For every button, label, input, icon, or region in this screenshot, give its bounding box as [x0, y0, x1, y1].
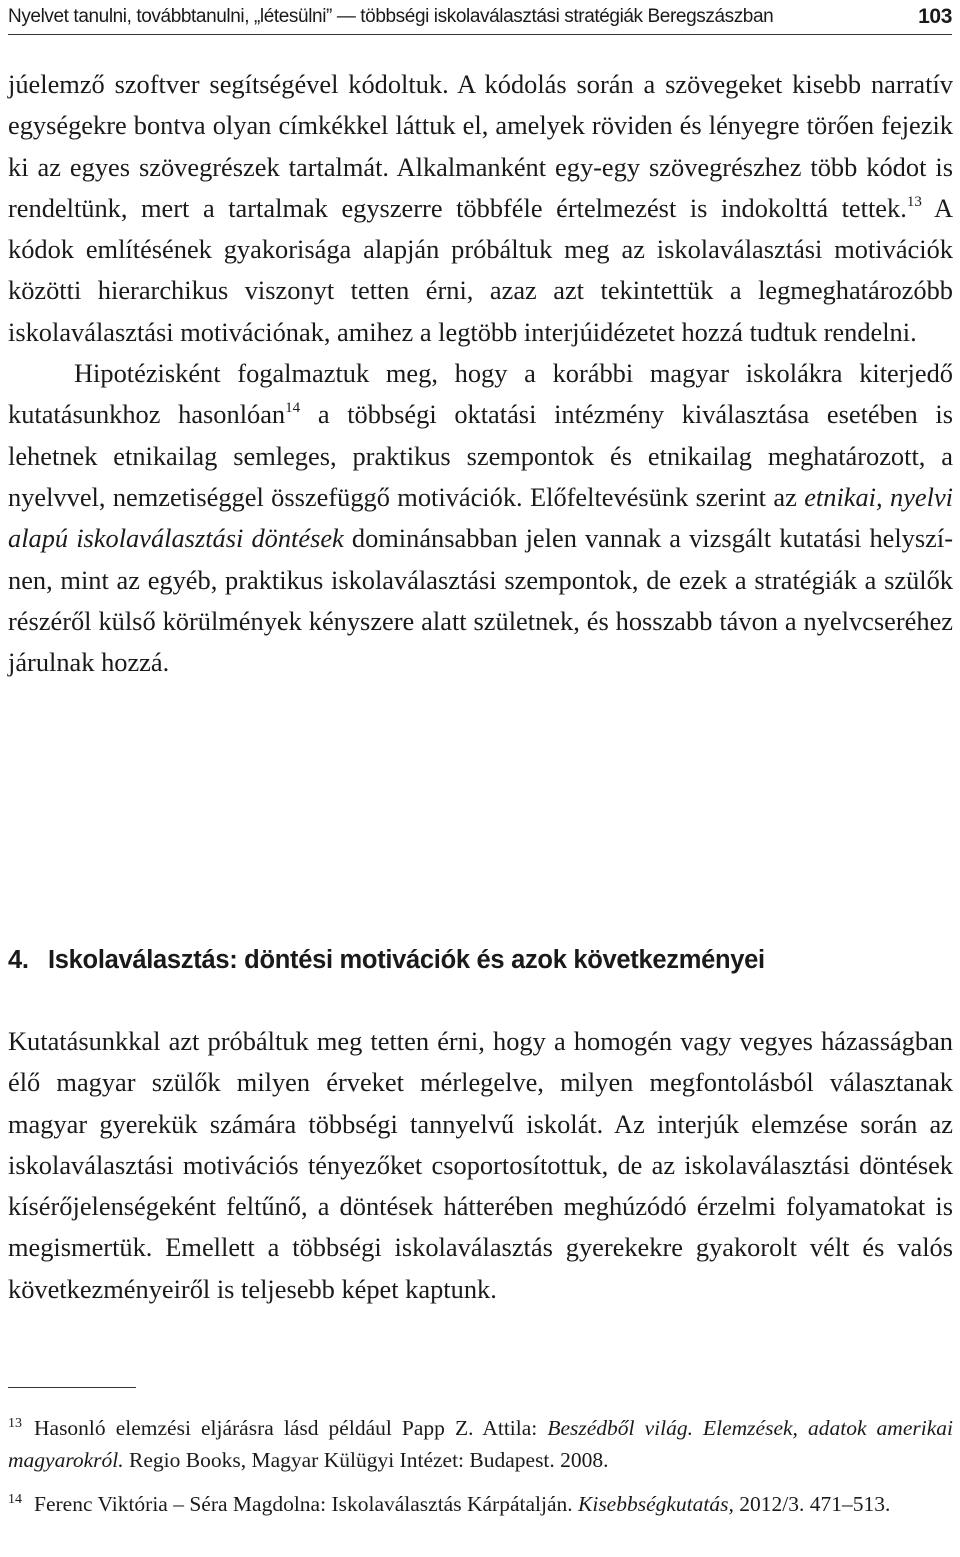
paragraph-coding-text-2: A kódok említésének gyakorisága alapján próbáltuk meg az iskolaválasztási motivációk közötti hierarchikus viszonyt tetten érni, azaz azt tekintettük a legmeghatározóbb iskolaválasztási motivációnak, amihez a legtöbb interjúidézetet hozzá tudtuk rendelni. — [8, 192, 953, 347]
paragraph-hypothesis-text-3: dominánsabban jelen vannak a vizsgált kutatási helyszínen, mint az egyéb, praktikus iskolaválasztási szempontok, de ezek a stratégiák a szülők részéről külső körülmények kényszere alatt születnek, és hosszabb távon a nyelvcseréhez járulnak hozzá. — [8, 523, 953, 678]
body-text-top — [8, 64, 953, 683]
footnote-title: Kisebbségkutatás, — [578, 1492, 734, 1516]
paragraph-hypothesis-text-2: a többségi oktatási intézmény kiválasztása esetében is lehetnek etnikailag semleges, praktikus szempontok és etnikailag meghatározott, a nyelvvel, nemzetiséggel összefüggő motivációk. Előfeltevésünk szerint az — [8, 399, 954, 512]
footnote-text: Hasonló elemzési eljárásra lásd például Papp Z. Attila: — [34, 1416, 548, 1440]
paragraph-hypothesis-text-1: Hipotézisként fogalmaztuk meg, hogy a korábbi magyar iskolákra kiterjedő kutatásunkhoz hasonlóan — [8, 358, 953, 430]
footnote-text: Ferenc Viktória – Séra Magdolna: Iskolaválasztás Kárpátalján. — [34, 1492, 578, 1516]
page-number: 103 — [918, 5, 952, 28]
footnote-ref-13[interactable]: 13 — [906, 193, 922, 210]
footnote-divider — [8, 1387, 136, 1388]
paragraph-coding-text-1: júelemző szoftver segítségével kódoltuk. A kódolás során a szövegeket kisebb narratív egységekre bontva olyan címkékkel láttuk el, amelyek röviden és lényegre törően fejezik ki az egyes szövegrészek tartalmát. Alkalmanként egy-egy szövegrészhez több kódot is rendeltünk, mert a tartalmak egyszerre többféle értelmezést is indokolttá tettek. — [8, 69, 953, 223]
footnote-text: Regio Books, Magyar Külügyi Intézet: Budapest. 2008. — [123, 1448, 609, 1472]
section-number: 4. — [8, 946, 29, 974]
footnotes — [8, 1412, 953, 1532]
paragraph-research: Kutatásunkkal azt próbáltuk meg tetten érni, hogy a homogén vagy vegyes házasságban élő magyar szülők milyen érveket mérlegelve, milyen megfontolásból választanak magyar gyerekük számára többségi tannyelvű iskolát. Az interjúk elemzése során az iskolaválasztási motivációs tényezőket csoportosítottuk, de az iskolaválasztási döntések kísérőjelenségeként feltűnő, a döntések hátterében meghúzódó érzelmi folyamatokat is megismertük. Emellett a többségi iskolaválasztás gyerekekre gyakorolt vélt és valós következményeiről is teljesebb képet kaptunk. — [8, 1026, 953, 1304]
paragraph-coding — [8, 64, 953, 353]
footnote-ref-14[interactable]: 14 — [285, 400, 301, 417]
section-title: Iskolaválasztás: döntési motivációk és azok következményei — [48, 946, 765, 974]
footnote-14 — [8, 1488, 953, 1520]
paragraph-hypothesis-emphasis: etnikai, nyelvi alapú iskolaválasztási döntések — [8, 481, 953, 554]
footnote-13 — [8, 1412, 953, 1476]
body-text-section — [8, 1021, 953, 1310]
section-heading — [8, 946, 953, 975]
running-header — [8, 0, 952, 35]
footnote-number: 13 — [8, 1416, 22, 1431]
footnote-title: Beszédből világ. Elemzések, adatok amerikai magyarokról. — [8, 1416, 953, 1472]
paragraph-hypothesis — [8, 353, 953, 683]
footnote-number: 14 — [8, 1492, 22, 1507]
running-title: Nyelvet tanulni, továbbtanulni, „létesülni” — többségi iskolaválasztási stratégiák Beregszászban — [8, 6, 774, 27]
footnote-text: 2012/3. 471–513. — [733, 1492, 891, 1516]
